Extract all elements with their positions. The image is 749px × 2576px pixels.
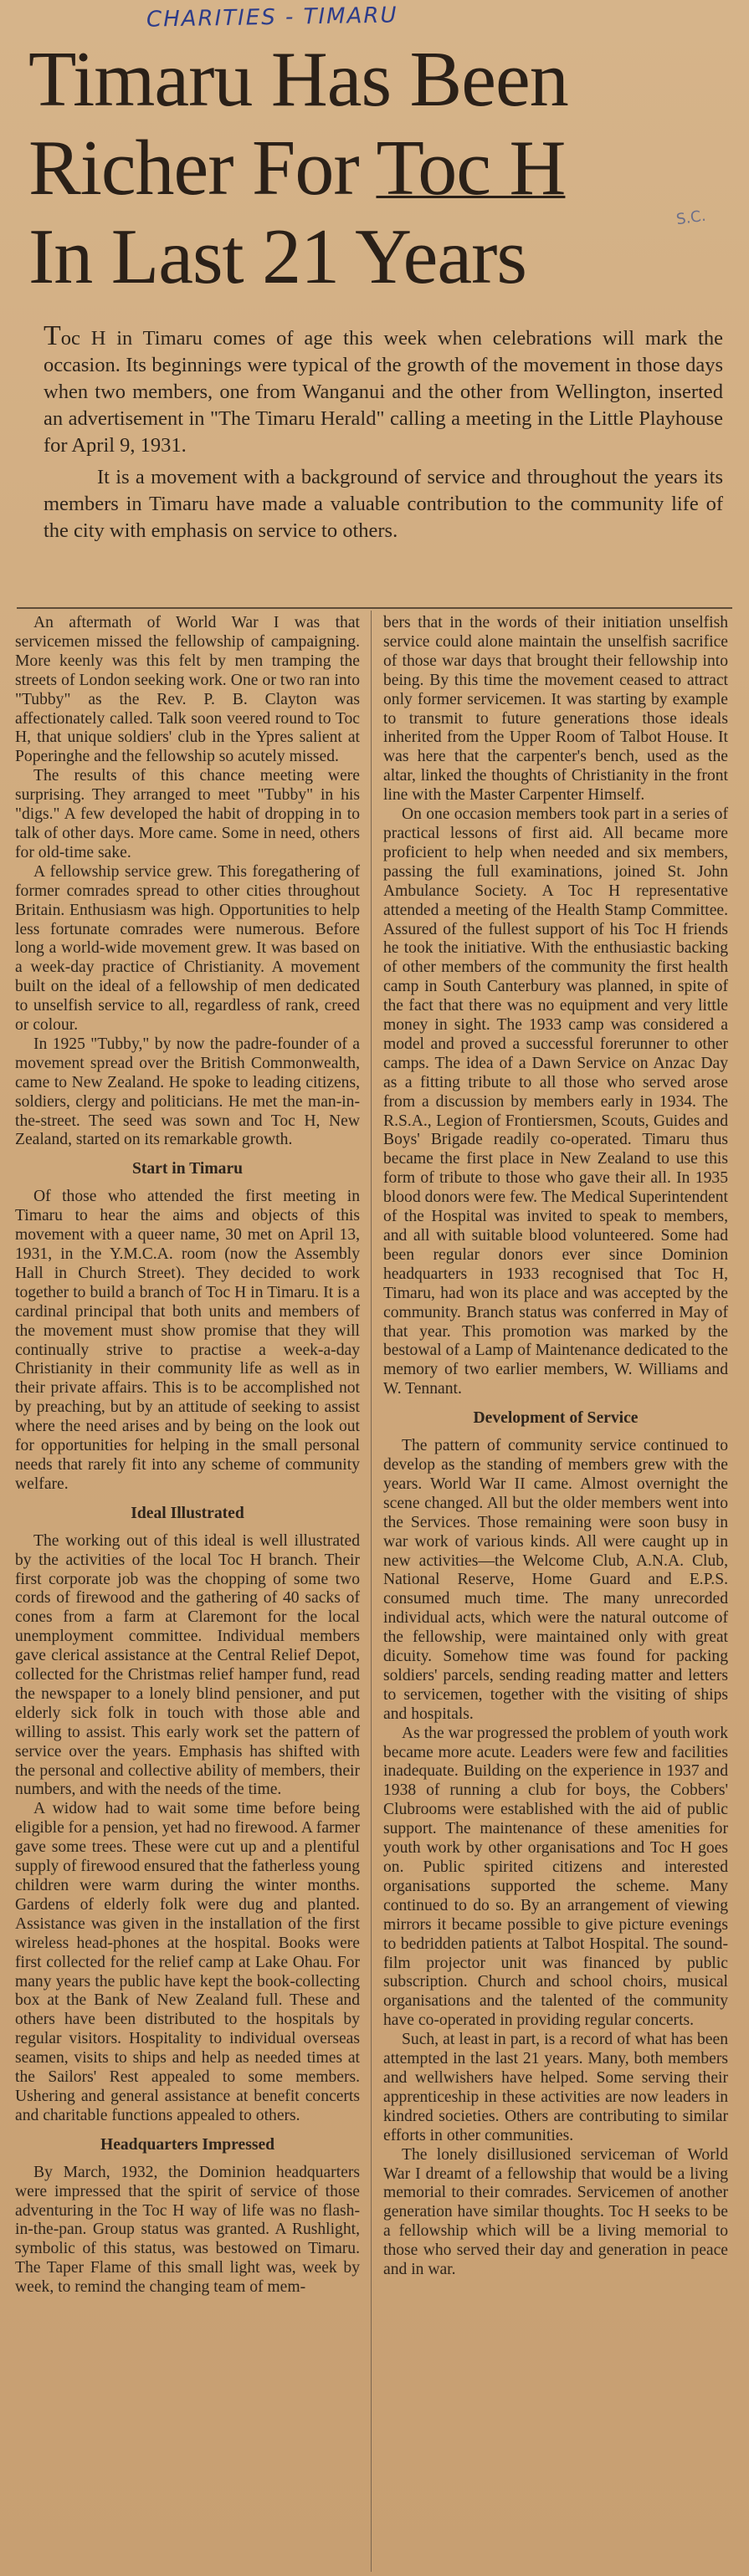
section-rule [17,607,732,609]
body-paragraph: As the war progressed the problem of youth work became more acute. Leaders were few and facilities inadequate. Building on the experience in 1937 and 1938 of running a club for boys, the Cobbers' Clubrooms were established with the aid of public support. The maintenance of these amenities for youth work by other organisations and Toc H goes on. Public spirited citizens and interested organisations supported the scheme. Many continued to do so. By an arrangement of viewing mirrors it became possible to give picture evenings to bedridden patients at Talbot Hospital. The sound-film projector unit was financed by public subscription. Church and school choirs, musical organisations and the talented of the community have co-operated in providing regular concerts. [383,1724,728,2030]
headline-line-2-text: Richer For [28,125,377,212]
body-paragraph: The working out of this ideal is well illustrated by the activities of the local Toc H branch. Their first corporate job was the chopping of some two cords of firewood and the gathering of 40 sacks of cones from a farm at Claremont for the local unemployment committee. Individual members gave clerical assistance at the Central Relief Depot, collected for the Christmas relief hamper fund, read the newspaper to a lonely blind pensioner, and put elderly sick folk in touch with those able and willing to assist. This early work set the pattern of service over the years. Emphasis has shifted with the personal and collective ability of members, their numbers, and with the needs of the time. [15,1531,360,1799]
column-divider [371,611,372,2572]
left-column [15,614,360,2297]
body-paragraph: The results of this chance meeting were surprising. They arranged to meet "Tubby" in his "digs." A few developed the habit of dropping in to talk of other days. More came. Some in need, others for old-time sake. [15,767,360,861]
body-paragraph: On one occasion members took part in a series of practical lessons of first aid. All became more proficient to help when needed and six members, passing the full examinations, joined St. John Ambulance Society. A Toc H representative attended a meeting of the Health Stamp Committee. Assured of the fullest support of his Toc H friends he took the initiative. With the enthusiastic backing of other members of the community the first health camp in South Canterbury was planned, in spite of the fact that there was no equipment and very little money in sight. The 1933 camp was considered a model and proved a successful forerunner to other camps. The idea of a Dawn Service on Anzac Day as a fitting tribute to all those who served arose from a discussion by members early in 1934. The R.S.A., Legion of Frontiersmen, Scouts, Guides and Boys' Brigade readily co-operated. Timaru thus became the first place in New Zealand to use this form of tribute to those who gave their all. In 1935 blood donors were few. The Medical Superintendent of the Hospital was invited to speak to members, and all with suitable blood volunteered. Some had been regular donors ever since Dominion headquarters in 1933 recognised that Toc H, Timaru, had won its place and was accepted by the community. Branch status was conferred in May of that year. This promotion was marked by the bestowal of a Lamp of Maintenance dedicated to the memory of two earlier members, W. Williams and W. Tennant. [383,805,728,1398]
margin-mark: S.C. [675,207,707,229]
body-paragraph: A widow had to wait some time before being eligible for a pension, yet had no firewood. A farmer gave some trees. These were cut up and a plentiful supply of firewood ensured that the fatherless young children were warm during the winter months. Gardens of elderly folk were dug and planted. Assistance was given in the installation of the first wireless head-phones at the hospital. Books were first collected for the relief camp at Lake Ohau. For many years the public have kept the book-collecting box at the Bank of New Zealand full. These and others have been distributed to the hospitals by regular visitors. Hospitality to individual overseas seamen, visits to ships and help as needed times at the Sailors' Rest appealed to some members. Ushering and general assistance at benefit concerts and charitable functions appealed to others. [15,1800,360,2124]
subheading-start-in-timaru: Start in Timaru [131,1160,244,1178]
subheading-development-of-service: Development of Service [473,1409,639,1428]
intro-paragraph-2: It is a movement with a background of service and throughout the years its members in Timaru have made a valuable contribution to the community life of the city with emphasis on service to others. [44,466,723,542]
body-paragraph: An aftermath of World War I was that servicemen missed the fellowship of campaigning. More keenly was this felt by men tramping the streets of London seeking work. One or two ran into "Tubby" as the Rev. P. B. Clayton was affectionately called. Talk soon veered round to Toc H, that unique soldiers' club in the Ypres salient at Poperinghe and the fellowship so acutely missed. [15,614,360,766]
drop-cap: T [44,320,61,351]
headline-underlined-toc-h: Toc H [376,125,566,212]
body-paragraph: Such, at least in part, is a record of what has been attempted in the last 21 years. Many, both members and wellwishers have helped. Some serving their apprenticeship in these activities are now leaders in kindred societies. Others are contributing to similar efforts in other communities. [383,2031,728,2144]
handwritten-annotation: CHARITIES - TIMARU [146,3,398,33]
subheading-ideal-illustrated: Ideal Illustrated [131,1504,244,1522]
body-paragraph: The pattern of community service continued to develop as the standing of members grew with the years. World War II came. Almost overnight the scene changed. All but the older members went into the Services. Those remaining were soon busy in war work of various kinds. All were caught up in new activities—the Welcome Club, A.N.A. Club, National Reserve, Home Guard and E.P.S. consumed much time. The many unrecorded individual acts, which were the natural outcome of the fellowship, were maintained only with great dicuity. Somehow time was found for packing soldiers' parcels, sending reading matter and letters to servicemen, together with the visiting of ships and hospitals. [383,1437,728,1723]
body-paragraph-continued: bers that in the words of their initiation unselfish service could alone maintain the unselfish sacrifice of those war days that brought their fellowship into being. By this time the movement ceased to attract only former servicemen. It was starting by example to transmit to future generations those ideals inherited from the Upper Room of Talbot House. It was here that the carpenter's bench, used as the altar, linked the thoughts of Christianity in the front line with the Master Carpenter Himself. [383,614,728,805]
body-paragraph: By March, 1932, the Dominion headquarters were impressed that the spirit of service of those adventuring in the Toc H way of life was no flash-in-the-pan. Group status was granted. A Rushlight, symbolic of this status, was bestowed on Timaru. The Taper Flame of this small light was, week by week, to remind the changing team of mem- [15,2163,360,2297]
headline-line-2 [28,124,731,212]
body-paragraph: A fellowship service grew. This foregathering of former comrades spread to other cities throughout Britain. Enthusiasm was high. Opportunities to help less fortunate comrades were numerous. Before long a world-wide movement grew. It was based on a week-day practice of Christianity. A movement built on the ideal of a fellowship of men dedicated to unselfish service to all, regardless of rank, creed or colour. [15,862,360,1035]
body-paragraph: Of those who attended the first meeting in Timaru to hear the aims and objects of this movement with a queer name, 30 met on April 13, 1931, in the Y.M.C.A. room (now the Assembly Hall in Church Street). They decided to work together to build a branch of Toc H in Timaru. It is a cardinal principal that both units and members of the movement must show promise that they will continually strive to practise a week-a-day Christianity in their community life as well as in their private affairs. This is to be accomplished not by preaching, but by an attitude of seeking to assist where the need arises and by being on the look out for opportunities for helping in the small personal needs that rarely fit into any scheme of community welfare. [15,1188,360,1493]
headline-line-1: Timaru Has Been [28,36,568,123]
intro-paragraph-1 [44,320,723,459]
body-paragraph: The lonely disillusioned serviceman of World War I dreamt of a fellowship that would be a living memorial to their comrades. Servicemen of another generation have similar thoughts. Toc H seeks to be a fellowship which will be a living memorial to those who served their day and generation in peace and in war. [383,2145,728,2279]
headline-line-3: In Last 21 Years [28,213,526,300]
right-column [383,614,728,2280]
intro-standfirst [44,320,723,549]
body-paragraph: In 1925 "Tubby," by now the padre-founder of a movement spread over the British Commonwealth, came to New Zealand. He spoke to leading citizens, soldiers, clergy and politicians. He met the man-in-the-street. The seed was sown and Toc H, New Zealand, started on its remarkable growth. [15,1035,360,1149]
headline [28,35,731,301]
intro-paragraph-1-text: oc H in Timaru comes of age this week when celebrations will mark the occasion. Its beginnings were typical of the growth of the movement in those days when two members, one from Wanganui and the other from Wellington, inserted an advertisement in "The Timaru Herald" calling a meeting in the Little Playhouse for April 9, 1931. [44,327,723,457]
subheading-headquarters-impressed: Headquarters Impressed [100,2135,275,2154]
